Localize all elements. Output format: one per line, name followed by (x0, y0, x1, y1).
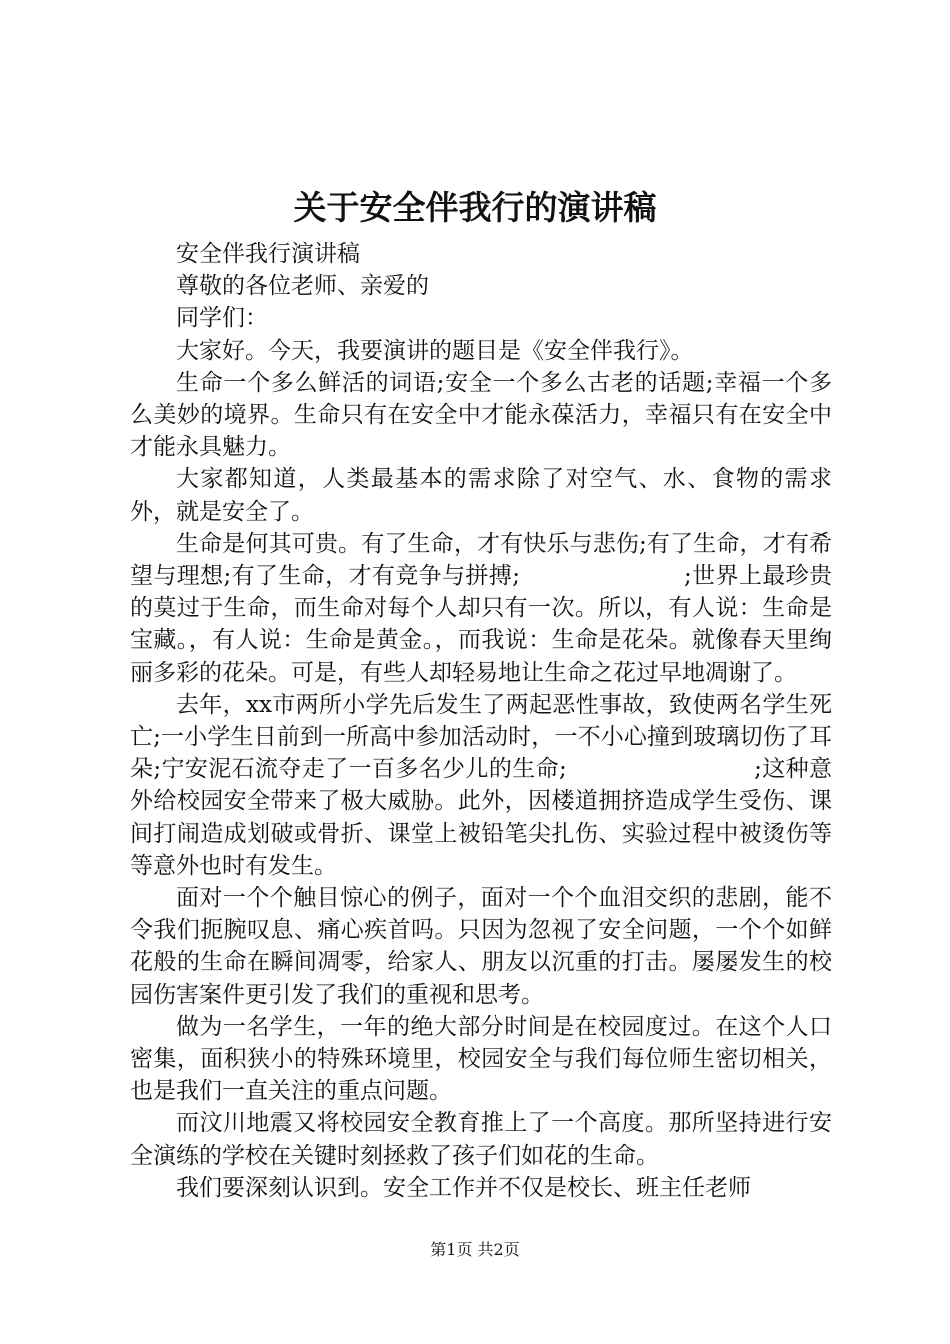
paragraph-salutation-1: 尊敬的各位老师、亲爱的 (176, 273, 429, 300)
paragraph-accidents: 去年，xx市两所小学先后发生了两起恶性事故，致使两名学生死亡;一小学生日前到一所高中参加活动时，一不小心撞到玻璃切伤了耳朵;宁安泥石流夺走了一百多名少儿的生命; ;这种意外给校园安全带来了极大威胁。此外，因楼道拥挤造成学生受伤、课间打闹造成划破或骨折、课堂上被铅笔尖扎伤、实验过程中被烫伤等等意外也时有发生。 (130, 691, 832, 879)
paragraph-tragedies: 面对一个个触目惊心的例子，面对一个个血泪交织的悲剧，能不令我们扼腕叹息、痛心疾首吗。只因为忽视了安全问题，一个个如鲜花般的生命在瞬间凋零，给家人、朋友以沉重的打击。屡屡发生的校园伤害案件更引发了我们的重视和思考。 (130, 885, 832, 1008)
document-title: 关于安全伴我行的演讲稿 (293, 188, 657, 227)
page-footer: 第1页 共2页 (430, 1240, 520, 1259)
paragraph-salutation-2: 同学们： (176, 305, 268, 332)
paragraph-life-safety: 生命一个多么鲜活的词语;安全一个多么古老的话题;幸福一个多么美妙的境界。生命只有在安全中才能永葆活力，幸福只有在安全中才能永具魅力。 (130, 369, 832, 461)
paragraph-greeting: 大家好。今天，我要演讲的题目是《安全伴我行》。 (176, 337, 694, 364)
paragraph-responsibility: 我们要深刻认识到。安全工作并不仅是校长、班主任老师 (176, 1174, 751, 1201)
paragraph-life-precious: 生命是何其可贵。有了生命，才有快乐与悲伤;有了生命，才有希望与理想;有了生命，才有竞争与拼搏; ;世界上最珍贵的莫过于生命，而生命对每个人却只有一次。所以，有人说：生命是宝藏。，有人说：生命是黄金。，而我说：生命是花朵。就像春天里绚丽多彩的花朵。可是，有些人却轻易地让生命之花过早地凋谢了。 (130, 530, 832, 686)
paragraph-basic-needs: 大家都知道，人类最基本的需求除了对空气、水、食物的需求外，就是安全了。 (130, 466, 832, 525)
paragraph-earthquake: 而汶川地震又将校园安全教育推上了一个高度。那所坚持进行安全演练的学校在关键时刻拯救了孩子们如花的生命。 (130, 1110, 832, 1169)
document-body (130, 238, 832, 1204)
paragraph-campus: 做为一名学生，一年的绝大部分时间是在校园度过。在这个人口密集，面积狭小的特殊环境里，校园安全与我们每位师生密切相关，也是我们一直关注的重点问题。 (130, 1013, 832, 1105)
paragraph-subtitle: 安全伴我行演讲稿 (176, 241, 360, 267)
